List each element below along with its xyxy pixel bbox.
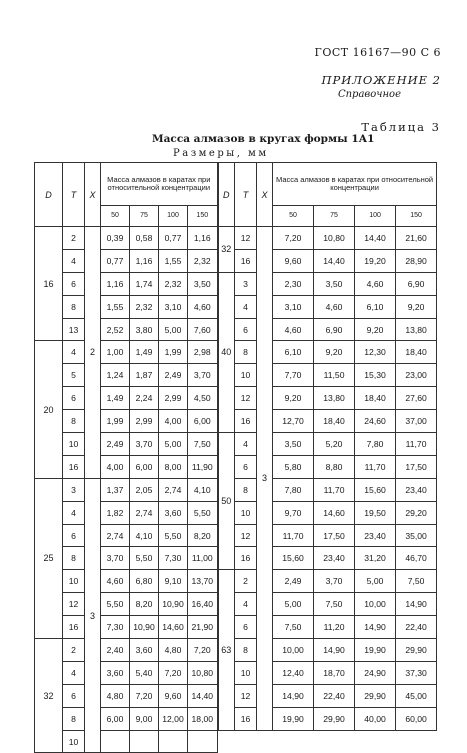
left-x-value: 3 xyxy=(85,478,101,753)
right-mass-value: 14,90 xyxy=(355,616,396,639)
conc-header-50: 50 xyxy=(101,206,130,227)
left-t-value: 6 xyxy=(63,684,85,707)
left-mass-value: 0,58 xyxy=(130,227,159,250)
right-mass-value: 28,90 xyxy=(396,249,437,272)
left-mass-value: 1,24 xyxy=(101,364,130,387)
left-mass-value: 9,00 xyxy=(130,707,159,730)
left-mass-value: 3,70 xyxy=(130,433,159,456)
right-mass-value: 19,90 xyxy=(273,707,314,730)
left-t-value: 2 xyxy=(63,227,85,250)
right-t-value: 6 xyxy=(235,616,257,639)
left-mass-value: 5,40 xyxy=(130,661,159,684)
right-mass-value: 6,90 xyxy=(396,272,437,295)
left-t-value: 4 xyxy=(63,249,85,272)
left-mass-value: 1,00 xyxy=(101,341,130,364)
left-mass-value: 10,90 xyxy=(159,593,188,616)
right-mass-value: 11,70 xyxy=(355,455,396,478)
right-t-value: 2 xyxy=(235,570,257,593)
right-mass-value: 46,70 xyxy=(396,547,437,570)
left-t-value: 10 xyxy=(63,570,85,593)
right-t-value: 10 xyxy=(235,364,257,387)
right-mass-value: 23,40 xyxy=(314,547,355,570)
left-mass-value: 5,00 xyxy=(159,433,188,456)
conc-header-75: 75 xyxy=(130,206,159,227)
right-mass-value: 5,00 xyxy=(355,570,396,593)
left-t-value: 8 xyxy=(63,547,85,570)
left-mass-value: 3,60 xyxy=(130,639,159,662)
right-mass-value: 2,49 xyxy=(273,570,314,593)
right-mass-value: 23,40 xyxy=(355,524,396,547)
right-mass-value: 9,20 xyxy=(314,341,355,364)
right-t-value: 3 xyxy=(235,272,257,295)
right-mass-value: 5,20 xyxy=(314,433,355,456)
left-t-value: 10 xyxy=(63,433,85,456)
left-mass-value: 9,10 xyxy=(159,570,188,593)
right-mass-value: 29,90 xyxy=(355,684,396,707)
right-mass-value: 18,70 xyxy=(314,661,355,684)
left-mass-value: 9,60 xyxy=(159,684,188,707)
right-mass-value: 7,20 xyxy=(273,227,314,250)
left-mass-value: 2,74 xyxy=(159,478,188,501)
right-t-value: 10 xyxy=(235,661,257,684)
left-mass-value: 1,82 xyxy=(101,501,130,524)
table-subtitle: Размеры, мм xyxy=(173,148,269,159)
right-mass-value: 14,40 xyxy=(314,249,355,272)
right-t-value: 16 xyxy=(235,707,257,730)
left-t-value: 8 xyxy=(63,410,85,433)
left-mass-value: 5,50 xyxy=(188,501,218,524)
conc-header-150: 150 xyxy=(188,206,218,227)
right-t-value: 6 xyxy=(235,455,257,478)
left-t-value: 2 xyxy=(63,639,85,662)
left-mass-value: 2,05 xyxy=(130,478,159,501)
left-x-value: 2 xyxy=(85,227,101,479)
left-d-value: 32 xyxy=(35,639,63,753)
right-mass-value: 19,50 xyxy=(355,501,396,524)
left-d-value: 25 xyxy=(35,478,63,638)
right-t-value: 16 xyxy=(235,547,257,570)
left-mass-value: 2,40 xyxy=(101,639,130,662)
right-t-value: 12 xyxy=(235,227,257,250)
left-mass-value: 4,50 xyxy=(188,387,218,410)
left-mass-value: 4,10 xyxy=(130,524,159,547)
left-mass-value: 7,20 xyxy=(130,684,159,707)
right-mass-value: 2,30 xyxy=(273,272,314,295)
right-mass-value: 37,30 xyxy=(396,661,437,684)
right-mass-value: 7,50 xyxy=(273,616,314,639)
left-mass-value: 6,00 xyxy=(188,410,218,433)
col-header-mass-right: Масса алмазов в каратах при относительной концентрации xyxy=(273,163,437,206)
right-mass-value: 7,70 xyxy=(273,364,314,387)
right-mass-value: 23,00 xyxy=(396,364,437,387)
left-mass-value: 2,99 xyxy=(130,410,159,433)
left-mass-value: 7,20 xyxy=(159,661,188,684)
left-mass-value: 2,74 xyxy=(101,524,130,547)
right-mass-value: 23,40 xyxy=(396,478,437,501)
right-mass-value: 11,70 xyxy=(396,433,437,456)
right-mass-value: 9,20 xyxy=(396,295,437,318)
left-mass-value: 5,50 xyxy=(130,547,159,570)
right-mass-value: 35,00 xyxy=(396,524,437,547)
table-label: Таблица 3 xyxy=(361,120,441,134)
right-mass-value: 6,10 xyxy=(355,295,396,318)
left-mass-value: 2,24 xyxy=(130,387,159,410)
left-mass-value: 7,60 xyxy=(188,318,218,341)
right-mass-value: 7,50 xyxy=(314,593,355,616)
left-mass-value: 1,87 xyxy=(130,364,159,387)
left-mass-value xyxy=(188,730,218,753)
conc-header-100: 100 xyxy=(159,206,188,227)
right-mass-value: 5,00 xyxy=(273,593,314,616)
right-mass-value: 29,90 xyxy=(314,707,355,730)
right-mass-value: 3,50 xyxy=(273,433,314,456)
col-header-d: D xyxy=(35,163,63,227)
right-x-value: 3 xyxy=(257,227,273,731)
left-mass-value: 3,70 xyxy=(101,547,130,570)
right-mass-value: 60,00 xyxy=(396,707,437,730)
right-mass-value: 15,30 xyxy=(355,364,396,387)
left-mass-value: 4,80 xyxy=(101,684,130,707)
left-mass-value: 2,32 xyxy=(188,249,218,272)
right-mass-value: 15,60 xyxy=(273,547,314,570)
right-mass-value: 11,20 xyxy=(314,616,355,639)
right-t-value: 12 xyxy=(235,684,257,707)
left-mass-value: 6,00 xyxy=(130,455,159,478)
right-mass-value: 45,00 xyxy=(396,684,437,707)
right-mass-value: 8,80 xyxy=(314,455,355,478)
right-mass-value: 24,90 xyxy=(355,661,396,684)
left-mass-value: 1,55 xyxy=(101,295,130,318)
left-mass-value: 1,99 xyxy=(159,341,188,364)
left-mass-value: 1,49 xyxy=(130,341,159,364)
right-mass-value: 14,60 xyxy=(314,501,355,524)
conc-header-50-right: 50 xyxy=(273,206,314,227)
left-mass-value: 2,32 xyxy=(159,272,188,295)
left-t-value: 13 xyxy=(63,318,85,341)
right-mass-value: 14,90 xyxy=(273,684,314,707)
left-mass-value: 3,70 xyxy=(188,364,218,387)
appendix-reference: Справочное xyxy=(337,89,401,100)
conc-header-100-right: 100 xyxy=(355,206,396,227)
right-mass-value: 9,20 xyxy=(355,318,396,341)
right-mass-value: 7,50 xyxy=(396,570,437,593)
left-t-value: 6 xyxy=(63,387,85,410)
left-mass-value: 0,77 xyxy=(101,249,130,272)
left-mass-value: 6,80 xyxy=(130,570,159,593)
col-header-d-right: D xyxy=(218,163,235,227)
right-mass-value: 18,40 xyxy=(396,341,437,364)
right-t-value: 8 xyxy=(235,478,257,501)
right-mass-value: 4,60 xyxy=(273,318,314,341)
right-mass-value: 12,40 xyxy=(273,661,314,684)
right-mass-value: 17,50 xyxy=(396,455,437,478)
right-t-value: 16 xyxy=(235,249,257,272)
left-mass-value: 3,80 xyxy=(130,318,159,341)
right-mass-value: 10,00 xyxy=(355,593,396,616)
left-t-value: 4 xyxy=(63,501,85,524)
right-mass-value: 19,90 xyxy=(355,639,396,662)
left-mass-value: 14,60 xyxy=(159,616,188,639)
left-t-value: 4 xyxy=(63,661,85,684)
col-header-t-right: T xyxy=(235,163,257,227)
left-mass-value: 14,40 xyxy=(188,684,218,707)
left-mass-value: 8,00 xyxy=(159,455,188,478)
right-mass-value: 31,20 xyxy=(355,547,396,570)
table-title: Масса алмазов в кругах формы 1А1 xyxy=(152,133,375,145)
left-mass-value: 4,60 xyxy=(101,570,130,593)
left-mass-value: 10,80 xyxy=(188,661,218,684)
left-mass-value: 7,50 xyxy=(188,433,218,456)
left-mass-value: 3,10 xyxy=(159,295,188,318)
left-mass-value: 7,30 xyxy=(159,547,188,570)
col-header-mass-left: Масса алмазов в каратах при относительной концентрации xyxy=(101,163,218,206)
right-mass-value: 4,60 xyxy=(355,272,396,295)
appendix-title: ПРИЛОЖЕНИЕ 2 xyxy=(321,73,441,87)
right-mass-value: 37,00 xyxy=(396,410,437,433)
left-mass-value: 12,00 xyxy=(159,707,188,730)
left-mass-value: 3,60 xyxy=(101,661,130,684)
left-mass-value: 1,49 xyxy=(101,387,130,410)
left-mass-value: 1,37 xyxy=(101,478,130,501)
right-mass-value: 22,40 xyxy=(314,684,355,707)
right-t-value: 4 xyxy=(235,593,257,616)
left-mass-value: 7,20 xyxy=(188,639,218,662)
right-d-value: 40 xyxy=(218,272,235,432)
right-mass-value: 10,80 xyxy=(314,227,355,250)
left-mass-value: 1,16 xyxy=(101,272,130,295)
left-mass-value: 1,55 xyxy=(159,249,188,272)
left-mass-value: 4,00 xyxy=(159,410,188,433)
left-t-value: 12 xyxy=(63,593,85,616)
right-mass-value: 14,40 xyxy=(355,227,396,250)
right-mass-value: 14,90 xyxy=(396,593,437,616)
left-t-value: 16 xyxy=(63,455,85,478)
right-mass-value: 14,90 xyxy=(314,639,355,662)
right-t-value: 16 xyxy=(235,410,257,433)
left-mass-value xyxy=(159,730,188,753)
left-mass-value: 3,60 xyxy=(159,501,188,524)
right-mass-value: 6,10 xyxy=(273,341,314,364)
left-mass-value: 4,60 xyxy=(188,295,218,318)
right-mass-value: 40,00 xyxy=(355,707,396,730)
right-mass-value: 6,90 xyxy=(314,318,355,341)
col-header-t: T xyxy=(63,163,85,227)
right-mass-value: 22,40 xyxy=(396,616,437,639)
right-mass-value: 9,70 xyxy=(273,501,314,524)
left-mass-value: 2,74 xyxy=(130,501,159,524)
left-mass-value: 16,40 xyxy=(188,593,218,616)
right-mass-value: 19,20 xyxy=(355,249,396,272)
right-mass-value: 13,80 xyxy=(396,318,437,341)
diamond-mass-table xyxy=(34,162,437,753)
left-mass-value: 6,00 xyxy=(101,707,130,730)
left-mass-value: 11,00 xyxy=(188,547,218,570)
left-t-value: 10 xyxy=(63,730,85,753)
right-mass-value: 9,20 xyxy=(273,387,314,410)
conc-header-150-right: 150 xyxy=(396,206,437,227)
left-t-value: 16 xyxy=(63,616,85,639)
left-mass-value: 7,30 xyxy=(101,616,130,639)
left-mass-value xyxy=(101,730,130,753)
left-mass-value: 2,98 xyxy=(188,341,218,364)
right-t-value: 4 xyxy=(235,433,257,456)
right-mass-value: 10,00 xyxy=(273,639,314,662)
left-mass-value: 10,90 xyxy=(130,616,159,639)
right-t-value: 10 xyxy=(235,501,257,524)
right-mass-value: 11,70 xyxy=(273,524,314,547)
left-d-value: 16 xyxy=(35,227,63,341)
left-mass-value: 18,00 xyxy=(188,707,218,730)
right-mass-value: 18,40 xyxy=(355,387,396,410)
right-mass-value: 18,40 xyxy=(314,410,355,433)
left-mass-value: 1,16 xyxy=(130,249,159,272)
right-mass-value: 7,80 xyxy=(355,433,396,456)
left-mass-value: 2,49 xyxy=(159,364,188,387)
left-mass-value: 3,50 xyxy=(188,272,218,295)
right-mass-value: 27,60 xyxy=(396,387,437,410)
left-mass-value: 1,99 xyxy=(101,410,130,433)
right-t-value: 8 xyxy=(235,639,257,662)
right-mass-value: 15,60 xyxy=(355,478,396,501)
left-mass-value: 2,99 xyxy=(159,387,188,410)
conc-header-75-right: 75 xyxy=(314,206,355,227)
right-mass-value: 24,60 xyxy=(355,410,396,433)
right-mass-value: 4,60 xyxy=(314,295,355,318)
col-header-x: X xyxy=(85,163,101,227)
left-t-value: 6 xyxy=(63,524,85,547)
standard-number: ГОСТ 16167—90 С 6 xyxy=(314,46,441,59)
left-mass-value: 2,52 xyxy=(101,318,130,341)
left-mass-value: 21,90 xyxy=(188,616,218,639)
right-mass-value: 11,70 xyxy=(314,478,355,501)
left-mass-value: 13,70 xyxy=(188,570,218,593)
right-mass-value: 17,50 xyxy=(314,524,355,547)
table-row xyxy=(35,227,437,250)
left-mass-value: 0,39 xyxy=(101,227,130,250)
left-mass-value: 4,10 xyxy=(188,478,218,501)
right-t-value: 6 xyxy=(235,318,257,341)
right-mass-value: 12,70 xyxy=(273,410,314,433)
right-t-value: 12 xyxy=(235,387,257,410)
left-mass-value: 8,20 xyxy=(188,524,218,547)
right-mass-value: 29,90 xyxy=(396,639,437,662)
right-mass-value: 3,70 xyxy=(314,570,355,593)
left-t-value: 5 xyxy=(63,364,85,387)
right-d-value: 32 xyxy=(218,227,235,273)
right-mass-value: 21,60 xyxy=(396,227,437,250)
right-mass-value: 13,80 xyxy=(314,387,355,410)
right-d-value: 50 xyxy=(218,433,235,570)
right-mass-value: 11,50 xyxy=(314,364,355,387)
left-mass-value: 2,32 xyxy=(130,295,159,318)
right-t-value: 4 xyxy=(235,295,257,318)
left-mass-value: 1,74 xyxy=(130,272,159,295)
left-t-value: 4 xyxy=(63,341,85,364)
right-mass-value: 5,80 xyxy=(273,455,314,478)
right-mass-value: 29,20 xyxy=(396,501,437,524)
right-mass-value: 7,80 xyxy=(273,478,314,501)
left-mass-value: 0,77 xyxy=(159,227,188,250)
left-mass-value: 5,00 xyxy=(159,318,188,341)
left-mass-value: 4,80 xyxy=(159,639,188,662)
right-t-value: 12 xyxy=(235,524,257,547)
right-mass-value: 9,60 xyxy=(273,249,314,272)
left-mass-value: 11,90 xyxy=(188,455,218,478)
col-header-x-right: X xyxy=(257,163,273,227)
right-d-value: 63 xyxy=(218,570,235,730)
left-t-value: 6 xyxy=(63,272,85,295)
left-mass-value: 8,20 xyxy=(130,593,159,616)
right-t-value: 8 xyxy=(235,341,257,364)
left-t-value: 8 xyxy=(63,707,85,730)
left-t-value: 8 xyxy=(63,295,85,318)
left-mass-value: 5,50 xyxy=(101,593,130,616)
left-mass-value: 5,50 xyxy=(159,524,188,547)
left-mass-value: 4,00 xyxy=(101,455,130,478)
left-t-value: 3 xyxy=(63,478,85,501)
table-row xyxy=(35,478,437,501)
right-mass-value: 3,10 xyxy=(273,295,314,318)
left-mass-value: 1,16 xyxy=(188,227,218,250)
right-mass-value: 12,30 xyxy=(355,341,396,364)
left-mass-value: 2,49 xyxy=(101,433,130,456)
left-d-value: 20 xyxy=(35,341,63,478)
left-mass-value xyxy=(130,730,159,753)
right-mass-value: 3,50 xyxy=(314,272,355,295)
table-body xyxy=(35,227,437,753)
